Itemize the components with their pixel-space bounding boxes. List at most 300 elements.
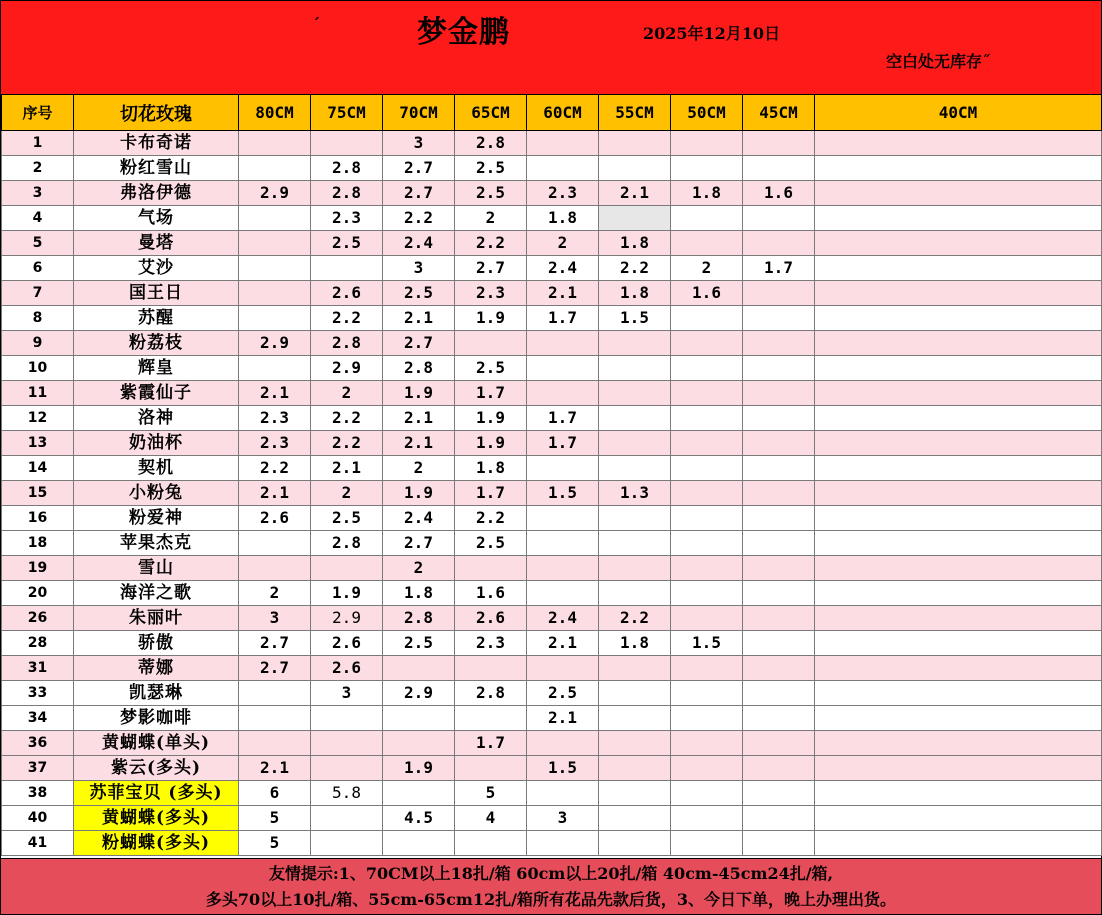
price-60cm bbox=[527, 131, 599, 156]
price-40cm bbox=[815, 806, 1102, 831]
price-40cm bbox=[815, 506, 1102, 531]
price-45cm bbox=[743, 681, 815, 706]
price-65cm bbox=[455, 556, 527, 581]
row-number: 41 bbox=[2, 831, 74, 856]
price-65cm: 2.2 bbox=[455, 231, 527, 256]
price-60cm bbox=[527, 331, 599, 356]
price-70cm: 2.5 bbox=[383, 281, 455, 306]
price-55cm bbox=[599, 806, 671, 831]
price-45cm bbox=[743, 231, 815, 256]
table-row bbox=[2, 256, 1102, 281]
price-45cm bbox=[743, 756, 815, 781]
variety-name: 蒂娜 bbox=[74, 656, 239, 681]
price-40cm bbox=[815, 131, 1102, 156]
price-65cm: 2.6 bbox=[455, 606, 527, 631]
price-75cm bbox=[311, 731, 383, 756]
price-40cm bbox=[815, 231, 1102, 256]
price-75cm: 2.8 bbox=[311, 181, 383, 206]
price-50cm bbox=[671, 506, 743, 531]
price-45cm: 1.7 bbox=[743, 256, 815, 281]
price-40cm bbox=[815, 731, 1102, 756]
price-40cm bbox=[815, 606, 1102, 631]
price-40cm bbox=[815, 156, 1102, 181]
table-row bbox=[2, 381, 1102, 406]
price-70cm: 1.9 bbox=[383, 481, 455, 506]
price-55cm bbox=[599, 781, 671, 806]
row-number: 18 bbox=[2, 531, 74, 556]
row-number: 31 bbox=[2, 656, 74, 681]
price-45cm bbox=[743, 781, 815, 806]
price-65cm: 2.8 bbox=[455, 131, 527, 156]
table-row bbox=[2, 581, 1102, 606]
row-number: 19 bbox=[2, 556, 74, 581]
price-65cm: 2.5 bbox=[455, 156, 527, 181]
price-75cm: 2.6 bbox=[311, 631, 383, 656]
price-55cm bbox=[599, 706, 671, 731]
price-65cm: 1.9 bbox=[455, 431, 527, 456]
price-40cm bbox=[815, 281, 1102, 306]
price-80cm: 2.3 bbox=[239, 431, 311, 456]
variety-name: 粉蝴蝶(多头) bbox=[74, 831, 239, 856]
table-row bbox=[2, 531, 1102, 556]
price-75cm: 2.9 bbox=[311, 606, 383, 631]
price-55cm bbox=[599, 506, 671, 531]
price-45cm bbox=[743, 156, 815, 181]
price-50cm bbox=[671, 231, 743, 256]
price-80cm bbox=[239, 256, 311, 281]
price-50cm bbox=[671, 206, 743, 231]
price-50cm bbox=[671, 406, 743, 431]
price-65cm: 2.5 bbox=[455, 356, 527, 381]
price-65cm: 4 bbox=[455, 806, 527, 831]
price-55cm bbox=[599, 756, 671, 781]
price-date: 2025年12月10日 bbox=[643, 24, 781, 43]
price-45cm bbox=[743, 656, 815, 681]
variety-name: 海洋之歌 bbox=[74, 581, 239, 606]
price-55cm bbox=[599, 556, 671, 581]
price-50cm bbox=[671, 606, 743, 631]
price-40cm bbox=[815, 831, 1102, 856]
price-75cm bbox=[311, 756, 383, 781]
table-row bbox=[2, 181, 1102, 206]
row-number: 38 bbox=[2, 781, 74, 806]
price-45cm bbox=[743, 306, 815, 331]
price-65cm: 1.8 bbox=[455, 456, 527, 481]
footer-line-1: 友情提示:1、70CM以上18扎/箱 60cm以上20扎/箱 40cm-45cm24扎/箱, bbox=[268, 864, 834, 883]
price-50cm: 1.5 bbox=[671, 631, 743, 656]
price-table bbox=[1, 94, 1102, 856]
price-80cm: 2.7 bbox=[239, 656, 311, 681]
price-80cm bbox=[239, 206, 311, 231]
table-body bbox=[2, 131, 1102, 856]
price-60cm bbox=[527, 731, 599, 756]
price-80cm: 2.3 bbox=[239, 406, 311, 431]
price-80cm bbox=[239, 731, 311, 756]
footer-line-2: 多头70以上10扎/箱、55cm-65cm12扎/箱所有花品先款后货，3、今日下单，晚上办理出货。 bbox=[205, 890, 897, 909]
price-60cm: 1.5 bbox=[527, 756, 599, 781]
price-60cm bbox=[527, 381, 599, 406]
price-40cm bbox=[815, 206, 1102, 231]
price-50cm bbox=[671, 156, 743, 181]
price-65cm bbox=[455, 831, 527, 856]
price-60cm bbox=[527, 156, 599, 181]
row-number: 14 bbox=[2, 456, 74, 481]
price-60cm: 2.3 bbox=[527, 181, 599, 206]
price-45cm bbox=[743, 481, 815, 506]
price-60cm: 1.7 bbox=[527, 406, 599, 431]
price-75cm: 2.2 bbox=[311, 406, 383, 431]
table-row bbox=[2, 631, 1102, 656]
price-55cm bbox=[599, 131, 671, 156]
price-50cm bbox=[671, 356, 743, 381]
col-header-75cm: 75CM bbox=[311, 95, 383, 131]
price-65cm: 2.3 bbox=[455, 631, 527, 656]
price-55cm: 1.3 bbox=[599, 481, 671, 506]
price-55cm: 1.8 bbox=[599, 281, 671, 306]
price-45cm bbox=[743, 456, 815, 481]
price-50cm bbox=[671, 706, 743, 731]
table-row bbox=[2, 331, 1102, 356]
price-40cm bbox=[815, 456, 1102, 481]
price-40cm bbox=[815, 581, 1102, 606]
price-70cm: 1.9 bbox=[383, 756, 455, 781]
price-70cm: 2 bbox=[383, 456, 455, 481]
price-70cm bbox=[383, 731, 455, 756]
price-40cm bbox=[815, 406, 1102, 431]
price-70cm: 2.9 bbox=[383, 681, 455, 706]
price-60cm: 2.4 bbox=[527, 256, 599, 281]
price-80cm bbox=[239, 706, 311, 731]
price-55cm bbox=[599, 681, 671, 706]
price-75cm: 2.8 bbox=[311, 331, 383, 356]
price-75cm: 2.6 bbox=[311, 656, 383, 681]
table-row bbox=[2, 456, 1102, 481]
price-50cm bbox=[671, 806, 743, 831]
price-75cm: 5.8 bbox=[311, 781, 383, 806]
table-row bbox=[2, 831, 1102, 856]
price-70cm: 2.7 bbox=[383, 331, 455, 356]
price-70cm: 2.4 bbox=[383, 506, 455, 531]
price-60cm bbox=[527, 506, 599, 531]
price-50cm bbox=[671, 531, 743, 556]
price-80cm bbox=[239, 281, 311, 306]
price-65cm: 2.5 bbox=[455, 181, 527, 206]
price-50cm bbox=[671, 681, 743, 706]
price-75cm: 2 bbox=[311, 381, 383, 406]
price-75cm: 2.1 bbox=[311, 456, 383, 481]
price-80cm: 3 bbox=[239, 606, 311, 631]
price-40cm bbox=[815, 706, 1102, 731]
col-header-80cm: 80CM bbox=[239, 95, 311, 131]
price-60cm: 1.5 bbox=[527, 481, 599, 506]
variety-name: 小粉兔 bbox=[74, 481, 239, 506]
table-row bbox=[2, 281, 1102, 306]
price-75cm: 2.8 bbox=[311, 156, 383, 181]
price-80cm: 2.6 bbox=[239, 506, 311, 531]
row-number: 26 bbox=[2, 606, 74, 631]
price-80cm bbox=[239, 681, 311, 706]
price-75cm: 2.6 bbox=[311, 281, 383, 306]
variety-name: 苏醒 bbox=[74, 306, 239, 331]
variety-name: 黄蝴蝶(单头) bbox=[74, 731, 239, 756]
price-70cm bbox=[383, 781, 455, 806]
price-55cm bbox=[599, 381, 671, 406]
price-80cm bbox=[239, 156, 311, 181]
variety-name: 紫云(多头) bbox=[74, 756, 239, 781]
price-65cm: 1.9 bbox=[455, 406, 527, 431]
col-header-65cm: 65CM bbox=[455, 95, 527, 131]
table-row bbox=[2, 656, 1102, 681]
price-65cm: 1.7 bbox=[455, 731, 527, 756]
row-number: 3 bbox=[2, 181, 74, 206]
price-60cm bbox=[527, 531, 599, 556]
price-60cm bbox=[527, 831, 599, 856]
price-60cm bbox=[527, 656, 599, 681]
price-55cm: 2.2 bbox=[599, 606, 671, 631]
variety-name: 气场 bbox=[74, 206, 239, 231]
table-row bbox=[2, 356, 1102, 381]
price-75cm: 2.3 bbox=[311, 206, 383, 231]
price-65cm: 2.5 bbox=[455, 531, 527, 556]
price-70cm bbox=[383, 706, 455, 731]
price-60cm bbox=[527, 781, 599, 806]
table-row bbox=[2, 756, 1102, 781]
price-40cm bbox=[815, 756, 1102, 781]
price-45cm bbox=[743, 381, 815, 406]
price-65cm bbox=[455, 331, 527, 356]
price-55cm: 2.1 bbox=[599, 181, 671, 206]
price-55cm bbox=[599, 431, 671, 456]
price-70cm: 4.5 bbox=[383, 806, 455, 831]
price-75cm: 2.9 bbox=[311, 356, 383, 381]
price-40cm bbox=[815, 656, 1102, 681]
row-number: 10 bbox=[2, 356, 74, 381]
table-row bbox=[2, 206, 1102, 231]
stock-note: 空白处无库存˝ bbox=[886, 52, 991, 71]
price-45cm bbox=[743, 581, 815, 606]
table-row bbox=[2, 556, 1102, 581]
price-55cm: 1.5 bbox=[599, 306, 671, 331]
col-header-55cm: 55CM bbox=[599, 95, 671, 131]
price-55cm bbox=[599, 356, 671, 381]
price-80cm: 5 bbox=[239, 806, 311, 831]
variety-name: 梦影咖啡 bbox=[74, 706, 239, 731]
price-65cm: 1.7 bbox=[455, 381, 527, 406]
row-number: 8 bbox=[2, 306, 74, 331]
price-60cm: 2.4 bbox=[527, 606, 599, 631]
row-number: 11 bbox=[2, 381, 74, 406]
price-70cm: 2.7 bbox=[383, 531, 455, 556]
price-45cm bbox=[743, 706, 815, 731]
price-75cm: 2.2 bbox=[311, 431, 383, 456]
price-55cm bbox=[599, 531, 671, 556]
variety-name: 辉皇 bbox=[74, 356, 239, 381]
price-65cm bbox=[455, 656, 527, 681]
price-70cm: 3 bbox=[383, 256, 455, 281]
price-70cm: 2.1 bbox=[383, 431, 455, 456]
variety-name: 粉爱神 bbox=[74, 506, 239, 531]
col-header-50cm: 50CM bbox=[671, 95, 743, 131]
price-65cm: 2.3 bbox=[455, 281, 527, 306]
price-75cm: 2.8 bbox=[311, 531, 383, 556]
price-70cm: 2.4 bbox=[383, 231, 455, 256]
price-45cm bbox=[743, 131, 815, 156]
price-65cm: 2.2 bbox=[455, 506, 527, 531]
price-70cm bbox=[383, 831, 455, 856]
table-row bbox=[2, 406, 1102, 431]
table-row bbox=[2, 306, 1102, 331]
table-row bbox=[2, 681, 1102, 706]
variety-name: 弗洛伊德 bbox=[74, 181, 239, 206]
price-80cm bbox=[239, 131, 311, 156]
variety-name: 黄蝴蝶(多头) bbox=[74, 806, 239, 831]
price-80cm bbox=[239, 356, 311, 381]
price-65cm: 5 bbox=[455, 781, 527, 806]
price-65cm: 2.7 bbox=[455, 256, 527, 281]
table-row bbox=[2, 731, 1102, 756]
price-60cm: 2.1 bbox=[527, 281, 599, 306]
col-header-70cm: 70CM bbox=[383, 95, 455, 131]
price-80cm: 2.9 bbox=[239, 181, 311, 206]
row-number: 12 bbox=[2, 406, 74, 431]
table-row bbox=[2, 606, 1102, 631]
price-40cm bbox=[815, 556, 1102, 581]
price-50cm bbox=[671, 381, 743, 406]
price-60cm: 1.7 bbox=[527, 306, 599, 331]
variety-name: 卡布奇诺 bbox=[74, 131, 239, 156]
price-80cm: 2.1 bbox=[239, 481, 311, 506]
variety-name: 紫霞仙子 bbox=[74, 381, 239, 406]
row-number: 1 bbox=[2, 131, 74, 156]
variety-name: 骄傲 bbox=[74, 631, 239, 656]
row-number: 20 bbox=[2, 581, 74, 606]
price-60cm: 2.1 bbox=[527, 631, 599, 656]
price-50cm bbox=[671, 306, 743, 331]
title-banner bbox=[1, 1, 1101, 95]
col-header-40cm: 40CM bbox=[815, 95, 1102, 131]
price-55cm bbox=[599, 581, 671, 606]
price-45cm bbox=[743, 206, 815, 231]
price-50cm bbox=[671, 331, 743, 356]
price-40cm bbox=[815, 331, 1102, 356]
table-row bbox=[2, 131, 1102, 156]
price-80cm: 2.1 bbox=[239, 756, 311, 781]
header-row bbox=[2, 95, 1102, 131]
price-55cm bbox=[599, 456, 671, 481]
col-header-45cm: 45CM bbox=[743, 95, 815, 131]
variety-name: 朱丽叶 bbox=[74, 606, 239, 631]
price-50cm bbox=[671, 556, 743, 581]
price-70cm: 3 bbox=[383, 131, 455, 156]
price-70cm: 2 bbox=[383, 556, 455, 581]
price-75cm bbox=[311, 556, 383, 581]
row-number: 33 bbox=[2, 681, 74, 706]
variety-name: 艾沙 bbox=[74, 256, 239, 281]
price-50cm bbox=[671, 481, 743, 506]
price-45cm bbox=[743, 806, 815, 831]
price-80cm: 2 bbox=[239, 581, 311, 606]
row-number: 13 bbox=[2, 431, 74, 456]
banner-mark: ˊ bbox=[312, 15, 320, 34]
price-40cm bbox=[815, 481, 1102, 506]
price-50cm bbox=[671, 731, 743, 756]
brand-title: 梦金鹏 bbox=[417, 15, 510, 50]
col-header-60cm: 60CM bbox=[527, 95, 599, 131]
price-70cm: 2.8 bbox=[383, 606, 455, 631]
price-45cm bbox=[743, 506, 815, 531]
variety-name: 凯瑟琳 bbox=[74, 681, 239, 706]
row-number: 28 bbox=[2, 631, 74, 656]
price-50cm bbox=[671, 756, 743, 781]
variety-name: 苹果杰克 bbox=[74, 531, 239, 556]
col-header-no: 序号 bbox=[2, 95, 74, 131]
price-40cm bbox=[815, 381, 1102, 406]
price-45cm bbox=[743, 631, 815, 656]
price-45cm bbox=[743, 556, 815, 581]
variety-name: 奶油杯 bbox=[74, 431, 239, 456]
price-65cm: 2.8 bbox=[455, 681, 527, 706]
row-number: 2 bbox=[2, 156, 74, 181]
table-row bbox=[2, 156, 1102, 181]
price-60cm bbox=[527, 556, 599, 581]
price-70cm: 2.5 bbox=[383, 631, 455, 656]
variety-name: 契机 bbox=[74, 456, 239, 481]
price-45cm bbox=[743, 831, 815, 856]
price-45cm bbox=[743, 331, 815, 356]
table-row bbox=[2, 231, 1102, 256]
table-row bbox=[2, 506, 1102, 531]
price-40cm bbox=[815, 256, 1102, 281]
price-80cm: 2.9 bbox=[239, 331, 311, 356]
row-number: 34 bbox=[2, 706, 74, 731]
price-40cm bbox=[815, 306, 1102, 331]
price-65cm bbox=[455, 756, 527, 781]
price-70cm bbox=[383, 656, 455, 681]
price-55cm bbox=[599, 156, 671, 181]
price-55cm: 1.8 bbox=[599, 231, 671, 256]
table-row bbox=[2, 481, 1102, 506]
table-row bbox=[2, 781, 1102, 806]
price-80cm: 2.7 bbox=[239, 631, 311, 656]
price-45cm bbox=[743, 731, 815, 756]
price-70cm: 1.8 bbox=[383, 581, 455, 606]
variety-name: 国王日 bbox=[74, 281, 239, 306]
price-60cm: 3 bbox=[527, 806, 599, 831]
table-row bbox=[2, 431, 1102, 456]
price-50cm bbox=[671, 656, 743, 681]
footer-notice bbox=[1, 858, 1101, 914]
price-45cm bbox=[743, 281, 815, 306]
price-70cm: 2.7 bbox=[383, 181, 455, 206]
price-60cm bbox=[527, 581, 599, 606]
price-75cm: 2.2 bbox=[311, 306, 383, 331]
variety-name: 洛神 bbox=[74, 406, 239, 431]
price-75cm: 2.5 bbox=[311, 231, 383, 256]
price-80cm: 5 bbox=[239, 831, 311, 856]
price-50cm bbox=[671, 831, 743, 856]
row-number: 6 bbox=[2, 256, 74, 281]
price-50cm bbox=[671, 131, 743, 156]
variety-name: 曼塔 bbox=[74, 231, 239, 256]
price-50cm bbox=[671, 781, 743, 806]
price-55cm bbox=[599, 656, 671, 681]
price-40cm bbox=[815, 781, 1102, 806]
variety-name: 雪山 bbox=[74, 556, 239, 581]
price-60cm: 2.1 bbox=[527, 706, 599, 731]
price-50cm bbox=[671, 456, 743, 481]
price-50cm: 1.8 bbox=[671, 181, 743, 206]
price-65cm bbox=[455, 706, 527, 731]
